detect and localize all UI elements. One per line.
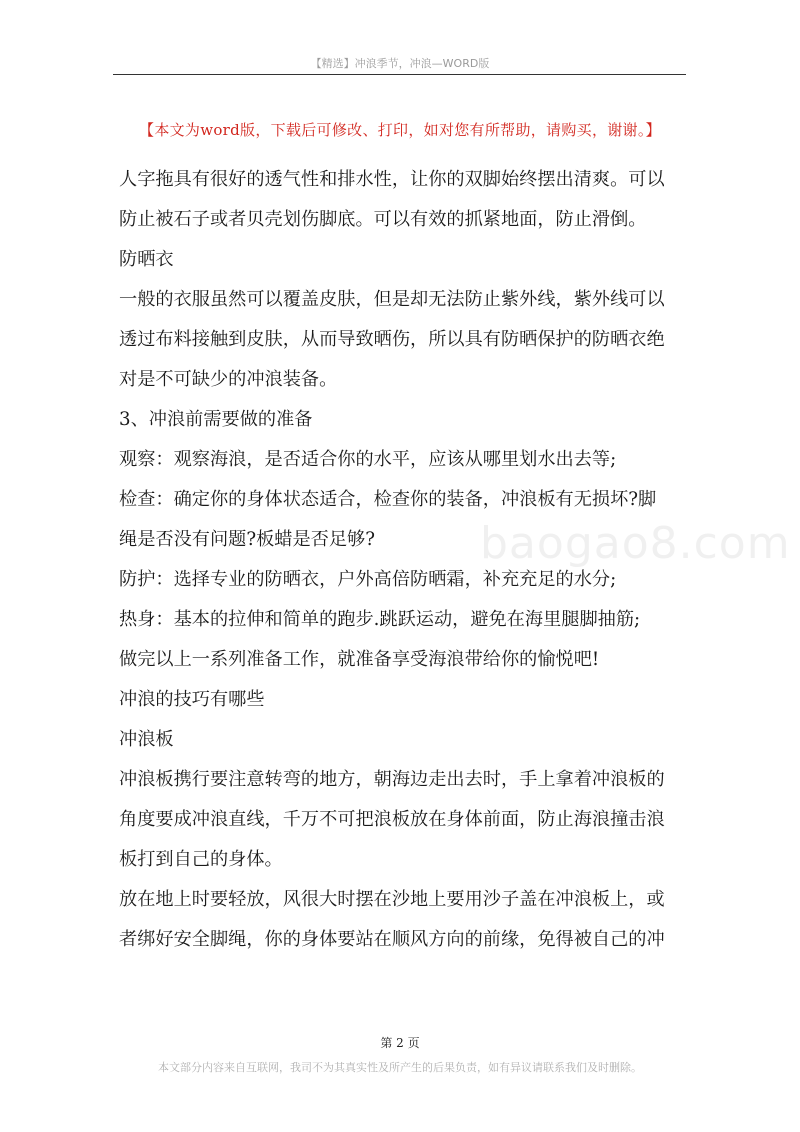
body-line: 者绑好安全脚绳，你的身体要站在顺风方向的前缘，免得被自己的冲 bbox=[119, 929, 665, 950]
footer-disclaimer: 本文部分内容来自互联网，我司不为其真实性及所产生的后果负责，如有异议请联系我们及时删除。 bbox=[158, 1061, 642, 1074]
body-line: 检查：确定你的身体状态适合，检查你的装备，冲浪板有无损坏?脚 bbox=[119, 489, 657, 510]
body-line: 做完以上一系列准备工作，就准备享受海浪带给你的愉悦吧! bbox=[119, 649, 600, 670]
page-header: 【精选】冲浪季节，冲浪—WORD版 bbox=[310, 57, 490, 70]
body-line: 防止被石子或者贝壳划伤脚底。可以有效的抓紧地面，防止滑倒。 bbox=[119, 209, 647, 230]
section-heading: 冲浪板 bbox=[119, 729, 174, 750]
body-line: 热身：基本的拉伸和简单的跑步.跳跃运动，避免在海里腿脚抽筋; bbox=[119, 609, 641, 630]
section-heading: 防晒衣 bbox=[119, 249, 174, 270]
header-divider bbox=[113, 74, 686, 75]
body-line: 冲浪板携行要注意转弯的地方，朝海边走出去时，手上拿着冲浪板的 bbox=[119, 769, 665, 790]
body-line: 人字拖具有很好的透气性和排水性，让你的双脚始终摆出清爽。可以 bbox=[119, 169, 665, 190]
body-line: 板打到自己的身体。 bbox=[119, 849, 283, 870]
document-body bbox=[119, 160, 685, 960]
body-line: 一般的衣服虽然可以覆盖皮肤，但是却无法防止紫外线，紫外线可以 bbox=[119, 289, 665, 310]
page-number: 第 2 页 bbox=[380, 1036, 420, 1050]
body-line: 角度要成冲浪直线，千万不可把浪板放在身体前面，防止海浪撞击浪 bbox=[119, 809, 665, 830]
body-line: 对是不可缺少的冲浪装备。 bbox=[119, 369, 338, 390]
section-heading: 冲浪的技巧有哪些 bbox=[119, 689, 265, 710]
body-line: 放在地上时要轻放，风很大时摆在沙地上要用沙子盖在冲浪板上，或 bbox=[119, 889, 665, 910]
body-line: 透过布料接触到皮肤，从而导致晒伤，所以具有防晒保护的防晒衣绝 bbox=[119, 329, 665, 350]
watermark: baogao8.com bbox=[480, 518, 791, 569]
body-line: 绳是否没有问题?板蜡是否足够? bbox=[119, 529, 375, 550]
body-line: 防护：选择专业的防晒衣，户外高倍防晒霜，补充充足的水分; bbox=[119, 569, 617, 590]
word-version-notice: 【本文为word版，下载后可修改、打印，如对您有所帮助，请购买，谢谢。】 bbox=[139, 121, 661, 139]
body-line: 观察：观察海浪，是否适合你的水平，应该从哪里划水出去等; bbox=[119, 449, 617, 470]
section-heading: 3、冲浪前需要做的准备 bbox=[119, 409, 313, 430]
